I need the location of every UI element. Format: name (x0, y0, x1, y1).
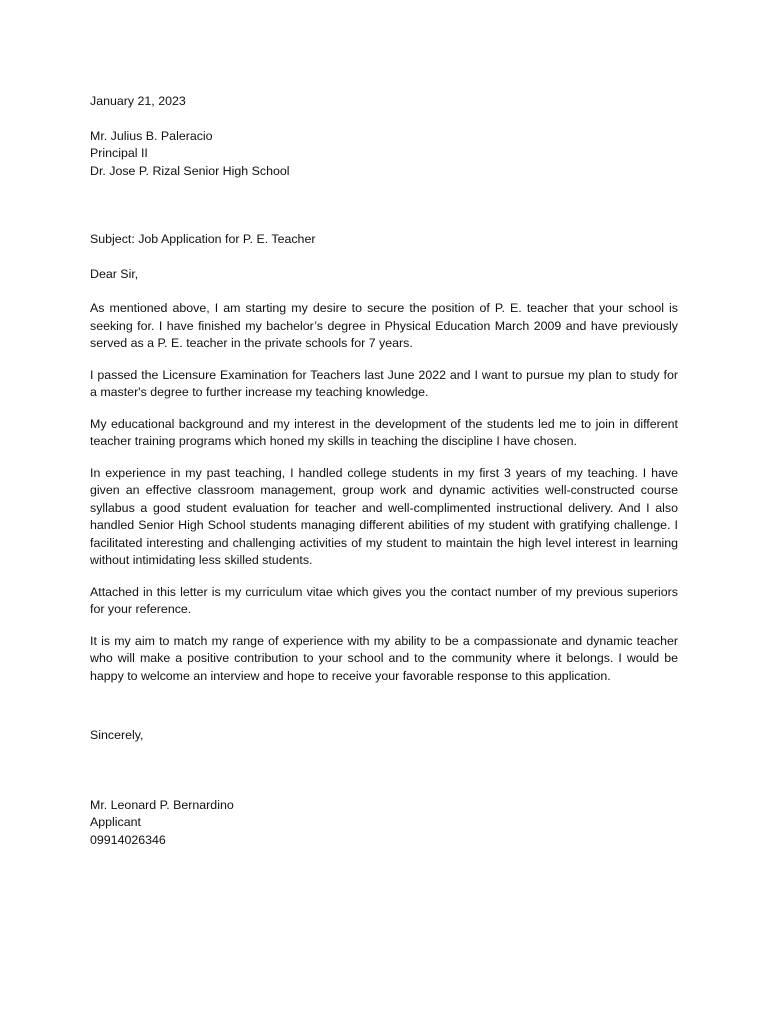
recipient-name: Mr. Julius B. Paleracio (90, 128, 213, 143)
recipient-title: Principal II (90, 146, 148, 160)
body-paragraph-6: It is my aim to match my range of experience with my ability to be a compassionate and dynamic teacher who will make a positive contribution to your school and to the community where it belongs. I would be happy to welcome an interview and hope to receive your favorable response to this application. (90, 633, 678, 683)
closing: Sincerely, (90, 728, 144, 742)
body-paragraph-1: As mentioned above, I am starting my desire to secure the position of P. E. teacher that your school is seeking for. I have finished my bachelor’s degree in Physical Education March 2009 and have previously served as a P. E. teacher in the private schools for 7 years. (90, 301, 678, 350)
body-paragraph-5: Attached in this letter is my curriculum vitae which gives you the contact number of my previous superiors for your reference. (90, 584, 678, 616)
signature-block (90, 797, 678, 850)
signer-name: Mr. Leonard P. Bernardino (90, 797, 234, 812)
body-paragraph-3: My educational background and my interest in the development of the students led me to join in different teacher training programs which honed my skills in teaching the discipline I have chosen. (90, 416, 678, 448)
body-paragraph-4: In experience in my past teaching, I handled college students in my first 3 years of my teaching. I have given an effective classroom management, group work and dynamic activities well-constructed course syllabus a good student evaluation for teacher and well-complimented instructional delivery. And I also handled Senior High School students managing different abilities of my student with gratifying challenge. I facilitated interesting and challenging activities of my student to maintain the high level interest in learning without intimidating less skilled students. (90, 465, 678, 567)
body-paragraph-2: I passed the Licensure Examination for Teachers last June 2022 and I want to pursue my plan to study for a master's degree to further increase my teaching knowledge. (90, 367, 678, 399)
recipient-block (90, 128, 678, 181)
salutation: Dear Sir, (90, 266, 139, 281)
signer-phone: 09914026346 (90, 832, 166, 847)
letter-date: January 21, 2023 (90, 94, 186, 108)
application-letter (90, 93, 678, 849)
letter-subject: Subject: Job Application for P. E. Teacher (90, 232, 316, 246)
recipient-school: Dr. Jose P. Rizal Senior High School (90, 163, 290, 178)
signer-role: Applicant (90, 815, 141, 829)
